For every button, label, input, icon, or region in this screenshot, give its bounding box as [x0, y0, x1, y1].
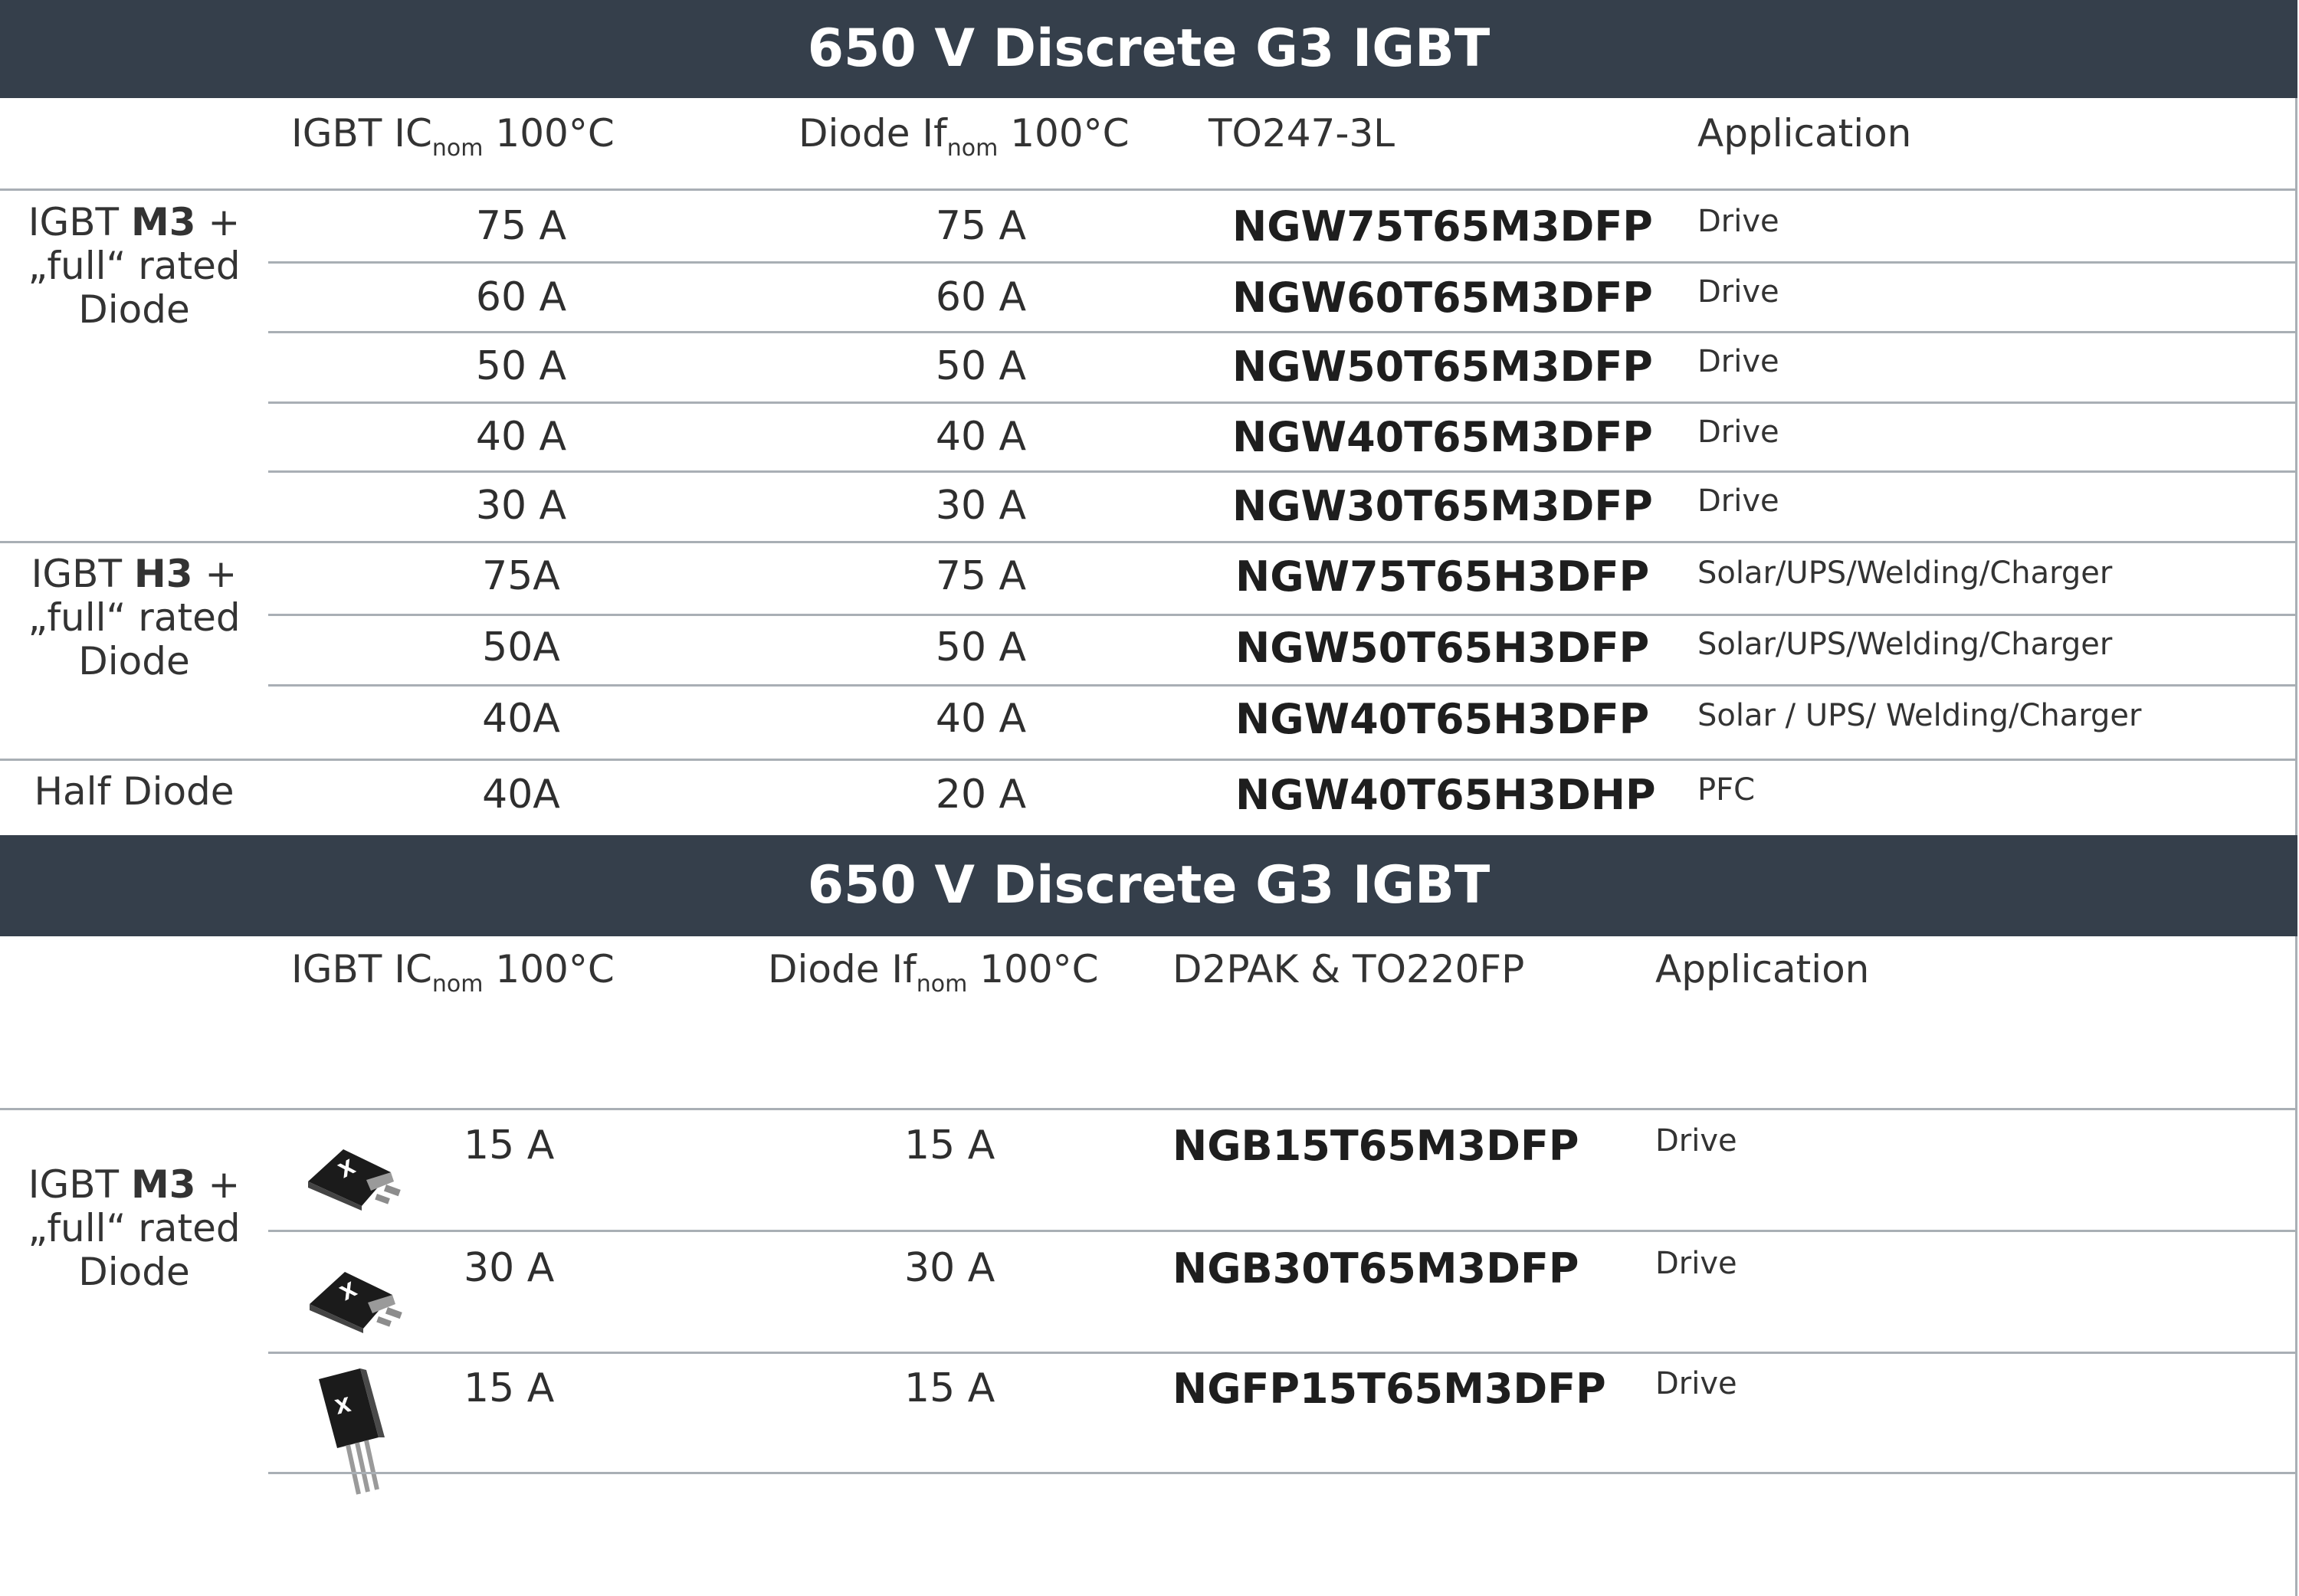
- table1-row8-app: Solar / UPS/ Welding/Charger: [1697, 698, 2142, 733]
- table1-row8-if: 40 A: [935, 696, 1027, 742]
- table1-header-ic: IGBT $IC_{nom}$ 100°C: [291, 111, 615, 162]
- table2-row3-part: NGFP15T65M3DFP: [1172, 1365, 1606, 1413]
- table1-row-divider: [268, 261, 2297, 264]
- table1-row-divider: [268, 614, 2297, 616]
- table1-row9-if: 20 A: [935, 772, 1027, 818]
- table2-header-if: Diode $If_{nom}$ 100°C: [768, 947, 1099, 998]
- table2-row-divider: [268, 1352, 2297, 1354]
- table2-row1-ic: 15 A: [464, 1122, 555, 1168]
- table2-row2-if: 30 A: [904, 1245, 995, 1291]
- table2-row1-app: Drive: [1655, 1123, 1737, 1158]
- table1-title-banner: 650 V Discrete G3 IGBT: [0, 0, 2297, 98]
- table1-row-divider: [268, 470, 2297, 473]
- table1-group-divider: [0, 759, 2297, 761]
- table1-row7-part: NGW50T65H3DFP: [1235, 624, 1650, 672]
- table2-row3-ic: 15 A: [464, 1365, 555, 1411]
- table2-group-m3-label: IGBT M3 + „full“ rated Diode: [28, 1162, 241, 1294]
- table2-row2-ic: 30 A: [464, 1245, 555, 1291]
- table1-row5-app: Drive: [1697, 483, 1779, 519]
- table1-row2-app: Drive: [1697, 274, 1779, 310]
- table2-header-divider: [0, 1108, 2297, 1110]
- table1-row8-part: NGW40T65H3DFP: [1235, 695, 1650, 743]
- table1-row3-if: 50 A: [935, 343, 1027, 389]
- svg-text:X: X: [333, 1393, 354, 1420]
- table1-row7-app: Solar/UPS/Welding/Charger: [1697, 627, 2113, 662]
- table1-row2-part: NGW60T65M3DFP: [1232, 274, 1653, 322]
- table2-row2-part: NGB30T65M3DFP: [1172, 1244, 1579, 1293]
- table2-title-banner: 650 V Discrete G3 IGBT: [0, 835, 2297, 936]
- table1-row5-ic: 30 A: [475, 483, 567, 529]
- table1-row1-app: Drive: [1697, 204, 1779, 239]
- table1-row7-ic: 50A: [482, 624, 560, 670]
- d2pak-package-icon: [297, 1126, 412, 1211]
- table1-group-m3-label: IGBT M3 + „full“ rated Diode: [28, 200, 241, 332]
- table1-row4-if: 40 A: [935, 414, 1027, 460]
- table1-group-divider: [0, 541, 2297, 543]
- table1-row4-ic: 40 A: [475, 414, 567, 460]
- table1-row-divider: [268, 331, 2297, 333]
- table1-row4-app: Drive: [1697, 415, 1779, 450]
- table2-header-package: D2PAK & TO220FP: [1172, 947, 1525, 991]
- table1-row-divider: [268, 684, 2297, 687]
- table1-row3-ic: 50 A: [475, 343, 567, 389]
- table1-row7-if: 50 A: [935, 624, 1027, 670]
- table1-row6-ic: 75A: [482, 553, 560, 599]
- table1-group-h3-label: IGBT H3 + „full“ rated Diode: [28, 552, 241, 683]
- table1-header-if: Diode $If_{nom}$ 100°C: [799, 111, 1130, 162]
- table1-row1-ic: 75 A: [475, 203, 567, 249]
- table1-row8-ic: 40A: [482, 696, 560, 742]
- table2-right-border: [2295, 936, 2297, 1596]
- table1-header-divider: [0, 188, 2297, 191]
- to220fp-package-icon: [313, 1364, 397, 1502]
- table1-header-application: Application: [1697, 111, 1912, 156]
- table1-row1-if: 75 A: [935, 203, 1027, 249]
- svg-text:X: X: [335, 1155, 359, 1184]
- table1-row9-ic: 40A: [482, 772, 560, 818]
- svg-text:X: X: [336, 1278, 361, 1306]
- table2-row2-app: Drive: [1655, 1246, 1737, 1281]
- table2-row1-part: NGB15T65M3DFP: [1172, 1122, 1579, 1170]
- table2-row-divider: [268, 1472, 2297, 1474]
- table2-row3-if: 15 A: [904, 1365, 995, 1411]
- table1-row4-part: NGW40T65M3DFP: [1232, 413, 1653, 461]
- table2-header-application: Application: [1655, 947, 1870, 991]
- table1-row9-app: PFC: [1697, 772, 1756, 808]
- table1-row2-ic: 60 A: [475, 274, 567, 320]
- table1-row2-if: 60 A: [935, 274, 1027, 320]
- table1-row5-part: NGW30T65M3DFP: [1232, 482, 1653, 530]
- table1-row-divider: [268, 401, 2297, 404]
- table2-row3-app: Drive: [1655, 1366, 1737, 1401]
- table2-header-ic: IGBT $IC_{nom}$ 100°C: [291, 947, 615, 998]
- table1-row6-app: Solar/UPS/Welding/Charger: [1697, 555, 2113, 591]
- table2-row-divider: [268, 1230, 2297, 1232]
- table1-row5-if: 30 A: [935, 483, 1027, 529]
- table1-row3-part: NGW50T65M3DFP: [1232, 342, 1653, 391]
- table1-row9-part: NGW40T65H3DHP: [1235, 771, 1656, 819]
- table1-group-half-diode-label: Half Diode: [34, 769, 234, 814]
- d2pak-package-icon: [299, 1249, 414, 1333]
- table1-header-package: TO247-3L: [1209, 111, 1395, 156]
- table1-row6-part: NGW75T65H3DFP: [1235, 552, 1650, 601]
- table1-row6-if: 75 A: [935, 553, 1027, 599]
- table2-row1-if: 15 A: [904, 1122, 995, 1168]
- table1-right-border: [2295, 98, 2297, 835]
- table1-row3-app: Drive: [1697, 344, 1779, 379]
- table1-row1-part: NGW75T65M3DFP: [1232, 202, 1653, 251]
